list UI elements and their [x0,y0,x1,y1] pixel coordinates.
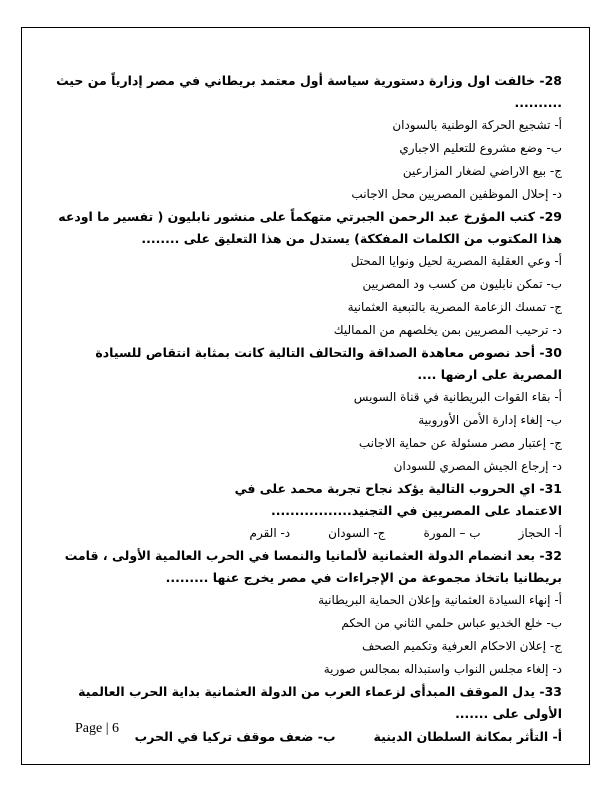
option-32-d: د- إلغاء مجلس النواب واستبداله بمجالس صورية [323,662,562,676]
question-32: 32- بعد انضمام الدولة العثمانية لألمانيا والنمسا في الحرب العالمية الأولى ، قامت بريطانيا باتخاذ مجموعة من الإجراءات في مصر يخرج عنها ......... [64,548,562,585]
option-30-c: ج- إعتبار مصر مسئولة عن حماية الاجانب [358,436,562,450]
option-33-a: أ- التأثر بمكانة السلطان الدينية [373,729,562,744]
option-30-b: ب- إلغاء إدارة الأمن الأوروبية [418,413,562,427]
question-29: 29- كتب المؤرخ عبد الرحمن الجبرتي متهكماً على منشور نابليون ( تفسير ما اودعه هذا المكتوب من الكلمات المفككة) يستدل من هذا التعليق على ........ [58,209,562,246]
option-31-b: ب – المورة [423,526,481,540]
option-31-c: ج- السودان [328,526,386,540]
option-30-a: أ- بقاء القوات البريطانية في قناة السويس [353,390,562,404]
option-29-b: ب- تمكن نابليون من كسب ود المصريين [362,277,562,291]
option-29-d: د- ترحيب المصريين بمن يخلصهم من المماليك [333,323,562,337]
option-28-a: أ- تشجيع الحركة الوطنية بالسودان [392,118,562,132]
option-33-b: ب- ضعف موقف تركيا في الحرب [134,729,336,744]
options-row-31 [52,522,562,545]
options-row-33 [52,725,562,748]
question-list [52,70,562,748]
option-29-a: أ- وعي العقلية المصرية لحيل ونوايا المحتل [350,254,562,268]
question-30: 30- أحد نصوص معاهدة الصداقة والتحالف التالية كانت بمثابة انتقاص للسيادة المصرية على ارضها .... [95,345,562,382]
option-32-c: ج- إعلان الاحكام العرفية وتكميم الصحف [362,639,562,653]
option-32-a: أ- إنهاء السيادة العثمانية وإعلان الحماية البريطانية [318,593,562,607]
option-28-c: ج- بيع الاراضي لضغار المزارعين [402,164,562,178]
question-31: 31- اي الحروب التالية يؤكد نجاح تجربة محمد على في الاعتماد على المصريين في التجنيد................. [234,481,562,518]
question-33: 33- يدل الموقف المبدأى لزعماء العرب من الدولة العثمانية بداية الحرب العالمية الأولى على ....... [78,684,562,721]
option-32-b: ب- خلع الخديو عباس حلمي الثاني من الحكم [341,616,562,630]
option-28-d: د- إحلال الموظفين المصريين محل الاجانب [351,187,562,201]
option-31-d: د- القرم [249,526,291,540]
page-number: Page | 6 [75,721,120,736]
option-29-c: ج- تمسك الزعامة المصرية بالتبعية العثمانية [347,300,562,314]
option-28-b: ب- وضع مشروع للتعليم الاجباري [399,141,562,155]
question-28: 28- خالفت اول وزارة دستورية سياسة أول معتمد بريطاني في مصر إدارياً من حيث .......... [56,73,562,110]
option-30-d: د- إرجاع الجيش المصري للسودان [393,459,562,473]
option-31-a: أ- الحجاز [518,526,562,540]
